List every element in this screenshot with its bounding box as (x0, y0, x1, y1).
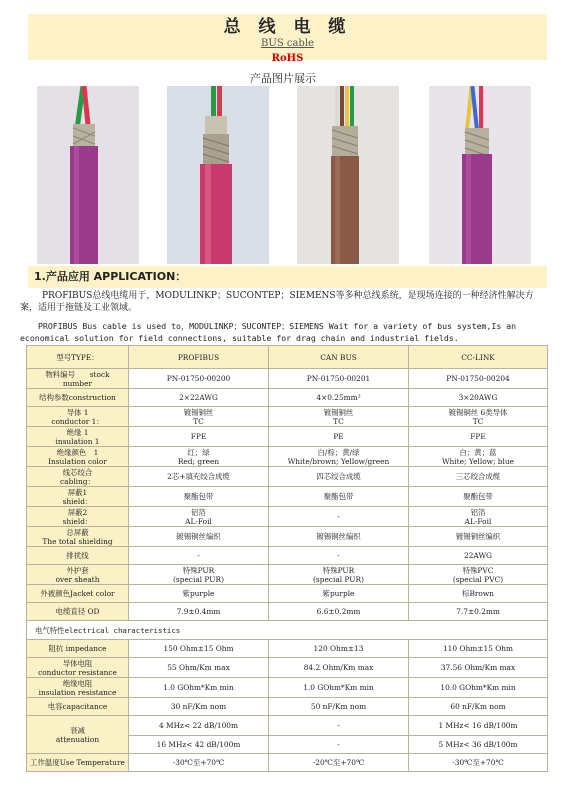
cell-line: AL-Foil (185, 516, 212, 526)
section-application-title: 1.产品应用 APPLICATION： (28, 266, 547, 288)
table-cell (269, 585, 409, 603)
table-cell (129, 407, 269, 427)
cell-line: - (337, 551, 340, 560)
cell-line: 120 Ohm±13 (313, 644, 364, 653)
row-label-line: 屏蔽1 (67, 487, 88, 497)
table-cell (409, 754, 548, 772)
cable-photo-profibus (37, 86, 139, 264)
row-label-line: insulation resistance (38, 687, 117, 697)
table-row (27, 565, 548, 585)
table-row (27, 487, 548, 507)
table-row (27, 407, 548, 427)
table-row (27, 447, 548, 467)
cell-line: 特殊PUR (322, 565, 355, 575)
cell-line: 60 nF/Km nom (450, 702, 506, 711)
row-label (27, 565, 129, 585)
application-paragraph-cn: PROFIBUS总线电缆用于，MODULINKP；SUCONTEP；SIEMENS等多种总线系统，是现场连接的一种经济性解决方案，适用于拖链及工业领域。 (20, 291, 534, 313)
cell-line: 1.0 GOhm*Km min (303, 683, 374, 692)
cable-photo-profibus-stripped (167, 86, 269, 264)
row-label-line: conductor resistance (38, 667, 117, 677)
table-cell (129, 467, 269, 487)
rohs-label: RoHS (271, 53, 304, 64)
row-label-line: 绝缘颜色 1 (56, 447, 99, 457)
cell-line: -30℃至+70℃ (172, 758, 225, 767)
cell-line: TC (472, 416, 484, 426)
row-label-line: 线芯绞合 (62, 467, 93, 477)
cell-line: Red; green (177, 456, 220, 466)
table-cell (269, 369, 409, 389)
table-cell (409, 407, 548, 427)
table-row (27, 678, 548, 698)
table-cell (129, 640, 269, 658)
cell-line: - (337, 512, 340, 521)
cell-line: 镀锡铜丝编织 (176, 532, 221, 541)
cell-line: 镀锡铜丝编织 (316, 532, 361, 541)
row-label (27, 716, 129, 754)
cell-line: FPE (470, 432, 486, 441)
row-label (27, 547, 129, 565)
document-subtitle: BUS cable (261, 38, 314, 49)
cell-line: 白；黄；蓝 (459, 447, 497, 457)
row-label-line: 总屏蔽 (66, 527, 89, 537)
row-label (27, 754, 129, 772)
cell-line: AL-Foil (464, 516, 492, 526)
gallery-title: 产品图片展示 (250, 72, 316, 85)
table-cell (409, 427, 548, 447)
row-label (27, 527, 129, 547)
header-cell: CAN BUS (269, 346, 409, 369)
row-label-line: cabling： (60, 476, 95, 486)
cell-line: 6.6±0.2mm (316, 607, 361, 616)
table-cell (409, 369, 548, 389)
section-label: 电气特性electrical characteristics (27, 621, 548, 640)
table-row (27, 547, 548, 565)
document-title: 总 线 电 缆 (223, 17, 352, 37)
cell-line: 30 nF/Km nom (170, 702, 227, 711)
row-label-line: 电容capacitance (47, 702, 108, 711)
cell-line: 5 MHz< 36 dB/100m (438, 740, 518, 749)
cell-line: 1.0 GOhm*Km min (163, 683, 234, 692)
table-cell (409, 736, 548, 754)
row-label-line: 绝缘电阻 (62, 678, 93, 688)
header-type-label: 型号TYPE： (27, 346, 129, 369)
cell-line: PN-01750-00201 (306, 374, 371, 383)
table-cell (409, 640, 548, 658)
table-cell (409, 603, 548, 621)
cell-line: 7.7±0.2mm (456, 607, 500, 616)
row-label (27, 658, 129, 678)
cell-line: (special PUR) (313, 574, 364, 584)
row-label (27, 427, 129, 447)
document-header (28, 14, 547, 64)
cell-line: 1 MHz< 16 dB/100m (438, 721, 518, 730)
cell-line: 铝箔 (470, 507, 486, 517)
row-label-line: shield： (62, 516, 93, 526)
table-row (27, 369, 548, 389)
table-cell (129, 427, 269, 447)
cable-photo-can-bus (297, 86, 399, 264)
cell-line: 白/棕；黄/绿 (317, 447, 360, 457)
row-label-line: 结构参数construction (39, 393, 116, 402)
cell-line: 110 Ohm±15 Ohm (442, 644, 514, 653)
header-cell: CC-LINK (409, 346, 548, 369)
cell-line: (special PUR) (173, 574, 224, 584)
table-cell (269, 487, 409, 507)
cell-line: PN-01750-00204 (446, 374, 510, 383)
table-row (27, 507, 548, 527)
cell-line: PE (333, 432, 344, 441)
cell-line: - (197, 551, 200, 560)
cell-line: 7.9±0.4mm (176, 607, 221, 616)
row-label-line: conductor 1： (51, 416, 104, 426)
table-cell (409, 716, 548, 736)
table-row (27, 640, 548, 658)
cell-line: 50 nF/Km nom (310, 702, 367, 711)
row-label (27, 407, 129, 427)
table-cell (129, 716, 269, 736)
cell-line: -20℃至+70℃ (312, 758, 365, 767)
table-cell (409, 389, 548, 407)
table-cell (269, 678, 409, 698)
table-row (27, 427, 548, 447)
row-label-line: over sheath (55, 574, 100, 584)
table-cell (269, 427, 409, 447)
cell-line: - (337, 740, 340, 749)
row-label-line: 阻抗 impedance (48, 644, 107, 653)
row-label-line: number (62, 378, 93, 388)
cell-line: 镀锡铜丝编织 (455, 532, 501, 541)
cell-line: 聚酯包带 (463, 492, 493, 501)
cell-line: 55 Ohm/Km max (167, 663, 230, 672)
table-cell (269, 698, 409, 716)
cell-line: 紫purple (322, 589, 355, 598)
cell-line: PN-01750-00200 (166, 374, 231, 383)
table-section-row (27, 621, 548, 640)
row-label (27, 389, 129, 407)
cell-line: 特殊PUR (182, 565, 215, 575)
row-label-line: Insulation color (48, 456, 107, 466)
row-label (27, 487, 129, 507)
cell-line: - (337, 721, 340, 730)
cell-line: 铝箔 (191, 507, 206, 517)
cell-line: 镀锡铜丝 (323, 407, 354, 417)
row-label (27, 507, 129, 527)
table-row (27, 716, 548, 736)
table-row (27, 467, 548, 487)
cell-line: 84.2 Ohm/Km max (303, 663, 374, 672)
row-label-line: 工作温度Use Temperature (30, 758, 125, 767)
table-cell (409, 527, 548, 547)
table-header-row (27, 346, 548, 369)
table-cell (269, 447, 409, 467)
cell-line: -30℃至+70℃ (452, 758, 504, 767)
cell-line: White/brown; Yellow/green (287, 456, 390, 466)
cell-line: 聚酯包带 (183, 492, 214, 501)
table-cell (409, 447, 548, 467)
table-row (27, 658, 548, 678)
table-cell (129, 487, 269, 507)
row-label (27, 603, 129, 621)
cell-line: TC (333, 416, 344, 426)
row-label (27, 698, 129, 716)
table-cell (269, 736, 409, 754)
table-cell (129, 447, 269, 467)
table-cell (269, 603, 409, 621)
cell-line: 37.56 Ohm/Km max (440, 663, 516, 672)
cell-line: FPE (190, 432, 207, 441)
cell-line: 2×22AWG (179, 393, 218, 402)
row-label (27, 369, 129, 389)
table-cell (269, 407, 409, 427)
cell-line: 红；绿 (187, 447, 210, 457)
cell-line: TC (193, 416, 204, 426)
cable-photo-cc-link (429, 86, 531, 264)
row-label (27, 585, 129, 603)
table-cell (269, 716, 409, 736)
table-cell (129, 547, 269, 565)
table-cell (269, 640, 409, 658)
table-row (27, 754, 548, 772)
table-cell (129, 603, 269, 621)
cell-line: (special PVC) (452, 574, 504, 584)
row-label-line: insulation 1 (55, 436, 100, 446)
cell-line: 16 MHz< 42 dB/100m (156, 740, 241, 749)
table-cell (269, 527, 409, 547)
table-cell (269, 754, 409, 772)
table-cell (269, 547, 409, 565)
row-label-line: 导体电阻 (62, 658, 93, 668)
table-cell (409, 487, 548, 507)
row-label (27, 678, 129, 698)
table-cell (269, 467, 409, 487)
cell-line: 镀锡铜丝 (183, 407, 214, 417)
table-cell (129, 565, 269, 585)
table-cell (409, 658, 548, 678)
cell-line: 22AWG (464, 551, 492, 560)
row-label (27, 640, 129, 658)
table-row (27, 527, 548, 547)
cell-line: 150 Ohm±15 Ohm (163, 644, 234, 653)
row-label-line: shield： (62, 496, 93, 506)
table-cell (129, 678, 269, 698)
table-cell (409, 585, 548, 603)
row-label-line: 物料编号 stock (45, 369, 110, 379)
cell-line: 三芯绞合成缆 (455, 472, 501, 481)
table-cell (129, 369, 269, 389)
table-cell (269, 389, 409, 407)
cell-line: 特殊PVC (462, 565, 494, 575)
table-cell (129, 507, 269, 527)
cell-line: 4×0.25mm² (316, 393, 361, 402)
table-cell (129, 658, 269, 678)
table-cell (409, 565, 548, 585)
application-paragraph-en: PROFIBUS Bus cable is used to，MODULINKP；SUCONTEP；SIEMENS Wait for a variety of bus system,Is an economical solution for field connections, suitable for drag chain and industrial fields. (20, 321, 517, 343)
header-cell: PROFIBUS (129, 346, 269, 369)
table-cell (129, 736, 269, 754)
cell-line: White; Yellow; blue (441, 456, 515, 466)
cell-line: 10.0 GOhm*Km min (440, 683, 516, 692)
row-label-line: 屏蔽2 (67, 507, 88, 517)
table-cell (409, 467, 548, 487)
cell-line: 棕Brown (462, 589, 494, 598)
row-label-line: The total shielding (42, 536, 113, 546)
cell-line: 2芯+填充绞合成缆 (167, 472, 230, 481)
cell-line: 紫purple (182, 589, 215, 598)
table-cell (269, 658, 409, 678)
table-cell (409, 678, 548, 698)
table-cell (409, 507, 548, 527)
table-cell (129, 585, 269, 603)
table-cell (129, 527, 269, 547)
table-row (27, 698, 548, 716)
spec-table (26, 345, 548, 772)
row-label-line: 衰减 (70, 725, 85, 735)
row-label-line: attenuation (55, 734, 100, 744)
table-cell (409, 547, 548, 565)
table-row (27, 389, 548, 407)
row-label-line: 导体 1 (66, 407, 89, 417)
table-cell (129, 754, 269, 772)
cell-line: 镀锡铜丝 6类导体 (448, 407, 508, 417)
row-label-line: 电缆直径 OD (55, 607, 100, 616)
table-cell (129, 698, 269, 716)
cell-line: 聚酯包带 (323, 492, 354, 501)
table-cell (269, 565, 409, 585)
row-label-line: 绝缘 1 (66, 427, 89, 437)
row-label (27, 447, 129, 467)
cell-line: 4 MHz< 22 dB/100m (158, 721, 239, 730)
row-label-line: 外被颜色Jacket color (40, 589, 115, 598)
row-label-line: 排扰线 (66, 551, 89, 560)
row-label-line: 外护套 (66, 565, 89, 575)
row-label (27, 467, 129, 487)
table-cell (129, 389, 269, 407)
table-row (27, 603, 548, 621)
cell-line: 四芯绞合成缆 (316, 472, 361, 481)
table-row (27, 585, 548, 603)
cell-line: 3×20AWG (458, 393, 498, 402)
table-cell (409, 698, 548, 716)
table-cell (269, 507, 409, 527)
